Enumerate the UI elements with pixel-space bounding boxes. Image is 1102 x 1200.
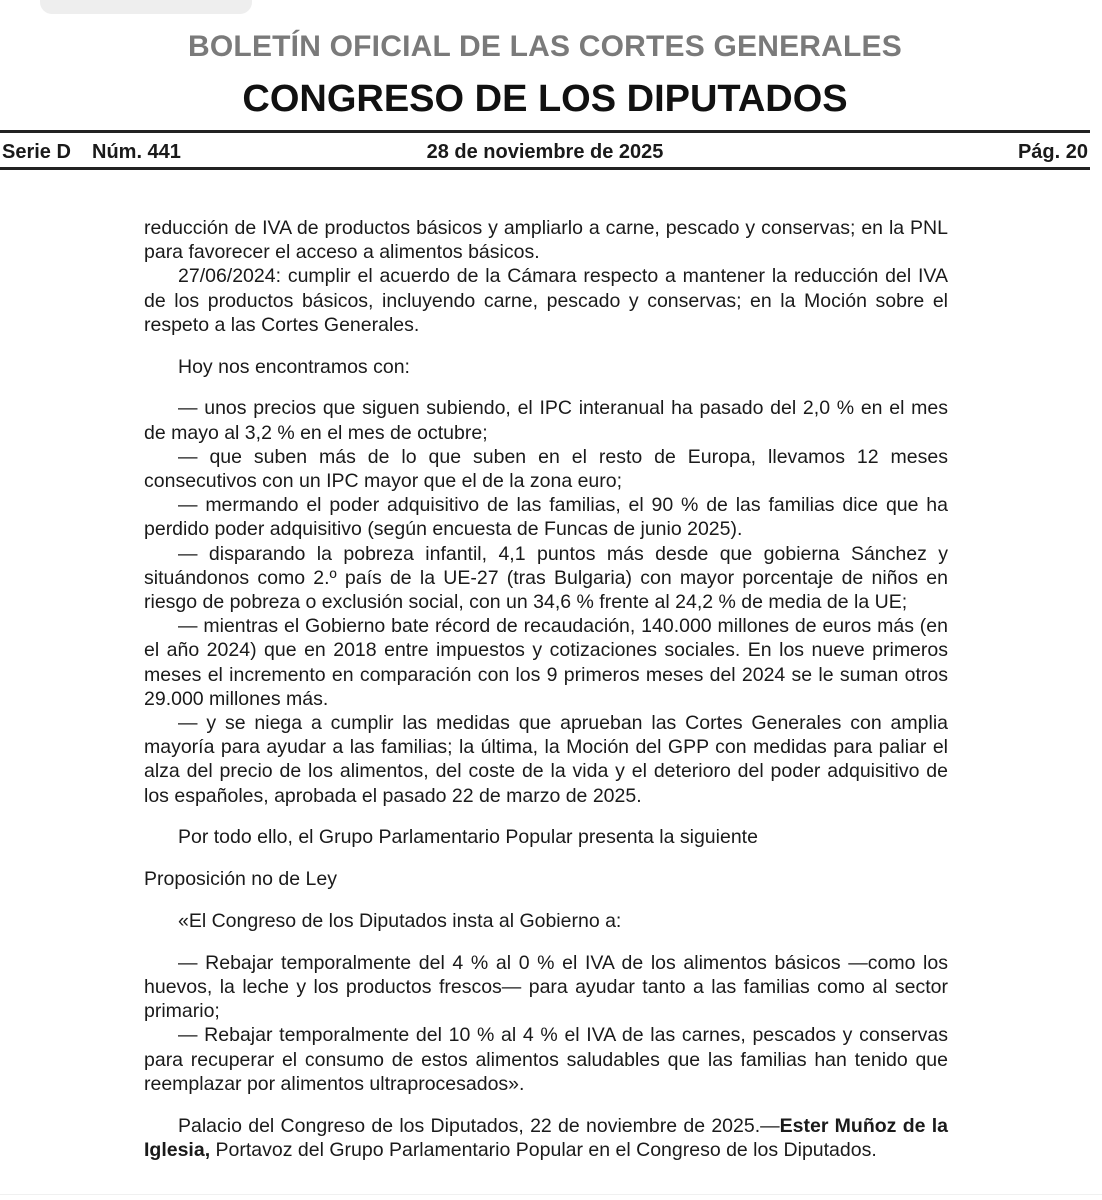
proposal-intro: «El Congreso de los Diputados insta al Gobierno a: bbox=[178, 910, 622, 933]
signatory-name: Ester Muñoz de la Iglesia, bbox=[144, 1114, 948, 1161]
issue-number: Núm. 441 bbox=[92, 141, 181, 163]
chamber-title: CONGRESO DE LOS DIPUTADOS bbox=[242, 78, 848, 120]
proposal-heading: Proposición no de Ley bbox=[144, 868, 337, 891]
browser-tab-strip bbox=[40, 0, 252, 14]
page-bottom-edge bbox=[0, 1194, 1102, 1195]
document-body bbox=[144, 216, 948, 1162]
proposal-item: — Rebajar temporalmente del 10 % al 4 % el IVA de las carnes, pescados y conservas para recuperar el consumo de estos alimentos saludables que las familias han tenido que reemplazar por alimentos ultraprocesados». bbox=[144, 1024, 948, 1095]
paragraph-presentation: Por todo ello, el Grupo Parlamentario Popular presenta la siguiente bbox=[178, 826, 758, 849]
issue-date: 28 de noviembre de 2025 bbox=[426, 141, 664, 163]
paragraph-intro: Hoy nos encontramos con: bbox=[178, 355, 410, 378]
paragraph-dated-agreement: 27/06/2024: cumplir el acuerdo de la Cámara respecto a mantener la reducción del IVA de los productos básicos, incluyendo carne, pescado y conservas; en la Moción sobre el respeto a las Cortes Generales. bbox=[144, 265, 948, 336]
bullet-item: — mientras el Gobierno bate récord de recaudación, 140.000 millones de euros más (en el año 2024) que en 2018 entre impuestos y cotizaciones sociales. En los nueve primeros meses el incremento en comparación con los 9 primeros meses del 2024 se le suman otros 29.000 millones más. bbox=[144, 615, 948, 710]
issue-series: Serie D bbox=[2, 141, 71, 163]
bullet-item: — disparando la pobreza infantil, 4,1 puntos más desde que gobierna Sánchez y situándonos como 2.º país de la UE-27 (tras Bulgaria) con mayor porcentaje de niños en riesgo de pobreza o exclusión social, con un 34,6 % frente al 24,2 % de media de la UE; bbox=[144, 542, 948, 614]
closing-signature bbox=[144, 1114, 948, 1162]
bullet-item: — mermando el poder adquisitivo de las familias, el 90 % de las familias dice que ha perdido poder adquisitivo (según encuesta de Funcas de junio 2025). bbox=[144, 494, 948, 541]
paragraph-continuation: reducción de IVA de productos básicos y ampliarlo a carne, pescado y conservas; en la PNL para favorecer el acceso a alimentos básicos. bbox=[144, 217, 948, 264]
proposal-item: — Rebajar temporalmente del 4 % al 0 % el IVA de los alimentos básicos —como los huevos, la leche y los productos frescos— para ayudar tanto a las familias como al sector primario; bbox=[144, 951, 948, 1023]
closing-place-date: Palacio del Congreso de los Diputados, 22 de noviembre de 2025.— bbox=[178, 1114, 780, 1137]
bullet-item: — que suben más de lo que suben en el resto de Europa, llevamos 12 meses consecutivos con un IPC mayor que el de la zona euro; bbox=[144, 445, 948, 493]
bullet-item: — y se niega a cumplir las medidas que aprueban las Cortes Generales con amplia mayoría para ayudar a las familias; la última, la Moción del GPP con medidas para paliar el alza del precio de los alimentos, del coste de la vida y el deterioro del poder adquisitivo de los españoles, aprobada el pasado 22 de marzo de 2025. bbox=[144, 712, 948, 807]
bullet-item: — unos precios que siguen subiendo, el IPC interanual ha pasado del 2,0 % en el mes de mayo al 3,2 % en el mes de octubre; bbox=[144, 397, 948, 444]
bulletin-title: BOLETÍN OFICIAL DE LAS CORTES GENERALES bbox=[188, 30, 902, 63]
page-number: Pág. 20 bbox=[1017, 141, 1088, 163]
issue-meta-bar bbox=[0, 130, 1090, 170]
signatory-role: Portavoz del Grupo Parlamentario Popular en el Congreso de los Diputados. bbox=[210, 1138, 877, 1161]
